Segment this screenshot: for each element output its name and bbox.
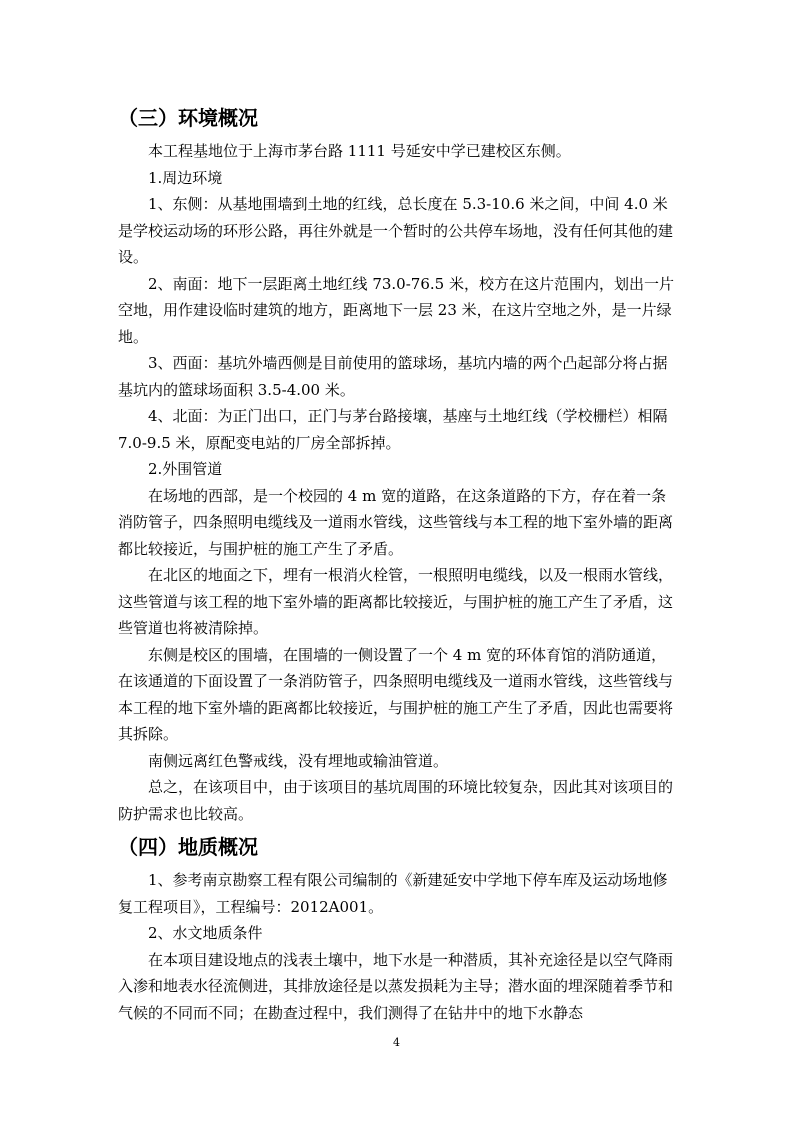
page-content bbox=[118, 98, 678, 1026]
section-heading-geology: （四）地质概况 bbox=[118, 835, 258, 859]
subheading-pipelines: 2.外围管道 bbox=[148, 460, 223, 478]
paragraph-summary: 总之，在该项目中，由于该项目的基坑周围的环境比较复杂，因此其对该项目的防护需求也比较高。 bbox=[118, 778, 674, 823]
paragraph-north-side: 4、北面：为正门出口，正门与茅台路接壤，基座与土地红线（学校栅栏）相隔 7.0-9.5 米，原配变电站的厂房全部拆掉。 bbox=[118, 407, 668, 452]
paragraph-south-pipelines: 南侧远离红色警戒线，没有埋地或输油管道。 bbox=[148, 751, 449, 770]
paragraph-survey-reference: 1、参考南京勘察工程有限公司编制的《新建延安中学地下停车库及运动场地修复工程项目》，工程编号：2012A001。 bbox=[118, 871, 668, 916]
subheading-hydrogeology: 2、水文地质条件 bbox=[148, 924, 263, 942]
paragraph-west-side: 3、西面：基坑外墙西侧是目前使用的篮球场，基坑内墙的两个凸起部分将占据基坑内的篮球场面积 3.5-4.00 米。 bbox=[118, 354, 668, 399]
paragraph-groundwater: 在本项目建设地点的浅表土壤中，地下水是一种潜质，其补充途径是以空气降雨入渗和地表水径流侧进，其排放途径是以蒸发损耗为主导；潜水面的埋深随着季节和气候的不同而不同；在勘查过程中，我们测得了在钻井中的地下水静态 bbox=[118, 950, 674, 1022]
paragraph: 本工程基地位于上海市茅台路 1111 号延安中学已建校区东侧。 bbox=[148, 142, 571, 160]
paragraph-north-pipelines: 在北区的地面之下，埋有一根消火栓管，一根照明电缆线，以及一根雨水管线，这些管道与该工程的地下室外墙的距离都比较接近，与围护桩的施工产生了矛盾，这些管道也将被清除掉。 bbox=[118, 566, 674, 637]
paragraph-south-side: 2、南面：地下一层距离土地红线 73.0-76.5 米，校方在这片范围内，划出一片空地，用作建设临时建筑的地方，距离地下一层 23 米，在这片空地之外，是一片绿地。 bbox=[118, 274, 674, 346]
page-number: 4 bbox=[393, 1036, 400, 1049]
paragraph-east-side: 1、东侧：从基地围墙到土地的红线，总长度在 5.3-10.6 米之间，中间 4.0 米是学校运动场的环形公路，再往外就是一个暂时的公共停车场地，没有任何其他的建设。 bbox=[118, 195, 674, 266]
section-heading-environment: （三）环境概况 bbox=[118, 106, 258, 130]
subheading-surroundings: 1.周边环境 bbox=[148, 168, 223, 187]
paragraph-east-pipelines: 东侧是校区的围墙，在围墙的一侧设置了一个 4 m 宽的环体育馆的消防通道，在该通道的下面设置了一条消防管子，四条照明电缆线及一道雨水管线，这些管线与本工程的地下室外墙的距离都比较接近，与围护桩的施工产生了矛盾，因此也需要将其拆除。 bbox=[118, 645, 674, 743]
paragraph-west-pipelines: 在场地的西部，是一个校园的 4 m 宽的道路，在这条道路的下方，存在着一条消防管子，四条照明电缆线及一道雨水管线，这些管线与本工程的地下室外墙的距离都比较接近，与围护桩的施工产生了矛盾。 bbox=[118, 486, 674, 558]
